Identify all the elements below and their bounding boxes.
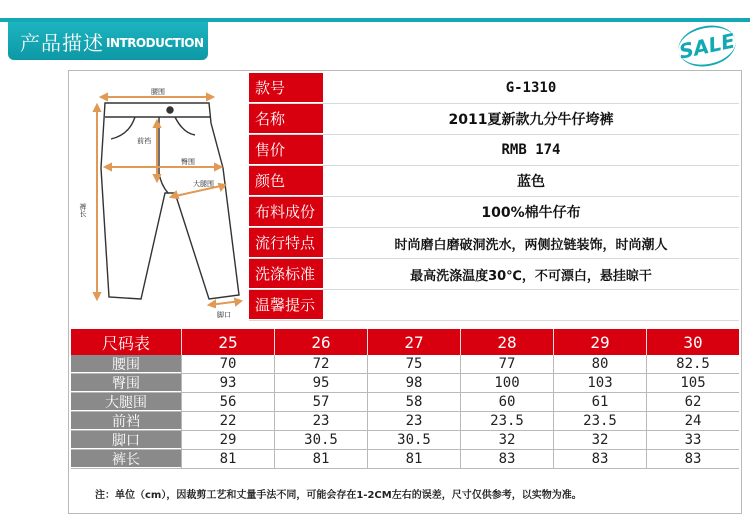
size-cell: 83 (646, 450, 739, 468)
size-header-cell: 25 (181, 329, 274, 355)
size-cell: 83 (553, 450, 646, 468)
size-header-cell: 26 (274, 329, 367, 355)
size-row-label: 腰围 (71, 355, 181, 373)
info-label: 名称 (249, 104, 323, 134)
size-cell: 23 (367, 412, 460, 430)
size-header-cell: 27 (367, 329, 460, 355)
section-title-tab (8, 22, 208, 60)
size-cell: 105 (646, 374, 739, 392)
size-cell: 57 (274, 393, 367, 411)
thigh-label: 大腿围 (193, 180, 214, 188)
size-row-hip (71, 374, 739, 393)
size-cell: 75 (367, 355, 460, 373)
info-value: RMB 174 (501, 142, 561, 158)
size-cell: 23 (274, 412, 367, 430)
size-row-waist (71, 355, 739, 374)
size-row-label: 大腿围 (71, 393, 181, 411)
size-header-cell: 30 (646, 329, 739, 355)
info-value: 蓝色 (517, 174, 545, 190)
size-cell: 80 (553, 355, 646, 373)
size-cell: 81 (181, 450, 274, 468)
size-cell: 32 (553, 431, 646, 449)
size-cell: 81 (367, 450, 460, 468)
size-chart-title: 尺码表 (101, 333, 150, 353)
hip-label: 臀围 (181, 158, 195, 166)
size-cell: 93 (181, 374, 274, 392)
info-label: 款号 (249, 73, 323, 103)
size-chart-table (71, 329, 739, 469)
size-cell: 62 (646, 393, 739, 411)
product-info-table (249, 73, 739, 321)
size-chart-header (71, 329, 739, 355)
info-value (323, 290, 739, 320)
product-spec-panel (68, 70, 742, 514)
size-cell: 61 (553, 393, 646, 411)
size-cell: 58 (367, 393, 460, 411)
pants-illustration (71, 73, 249, 323)
size-cell: 72 (274, 355, 367, 373)
size-row-thigh (71, 393, 739, 412)
front-rise-label: 前裆 (137, 137, 151, 145)
info-row-features (249, 228, 739, 259)
info-label: 流行特点 (249, 228, 323, 258)
size-cell: 22 (181, 412, 274, 430)
size-cell: 81 (274, 450, 367, 468)
size-row-label: 裤长 (71, 450, 181, 468)
info-label: 洗涤标准 (249, 259, 323, 289)
info-value: 最高洗涤温度30℃，不可漂白，悬挂晾干 (410, 268, 652, 284)
size-cell: 70 (181, 355, 274, 373)
measurement-note: 注：单位（cm），因裁剪工艺和丈量手法不同，可能会存在1-2CM左右的误差，尺寸仅供参考，以实物为准。 (95, 489, 582, 501)
size-cell: 30.5 (367, 431, 460, 449)
size-cell: 56 (181, 393, 274, 411)
leg-opening-label: 脚口 (217, 311, 231, 319)
size-cell: 100 (460, 374, 553, 392)
size-row-label: 前裆 (71, 412, 181, 430)
size-cell: 82.5 (646, 355, 739, 373)
size-cell: 23.5 (460, 412, 553, 430)
size-row-label: 臀围 (71, 374, 181, 392)
size-cell: 103 (553, 374, 646, 392)
length-label: 裤长 (79, 203, 87, 217)
size-row-leg-opening (71, 431, 739, 450)
size-cell: 95 (274, 374, 367, 392)
info-row-tips (249, 290, 739, 321)
size-cell: 60 (460, 393, 553, 411)
info-row-washing (249, 259, 739, 290)
size-header-cell: 29 (553, 329, 646, 355)
size-cell: 33 (646, 431, 739, 449)
size-cell: 30.5 (274, 431, 367, 449)
size-row-label: 脚口 (71, 431, 181, 449)
info-row-name (249, 104, 739, 135)
size-cell: 83 (460, 450, 553, 468)
size-row-length (71, 450, 739, 469)
size-cell: 98 (367, 374, 460, 392)
info-label: 颜色 (249, 166, 323, 196)
sale-badge: SALE (674, 20, 739, 71)
info-row-color (249, 166, 739, 197)
size-cell: 32 (460, 431, 553, 449)
size-cell: 77 (460, 355, 553, 373)
info-value: 2011夏新款九分牛仔垮裤 (448, 112, 614, 128)
info-value: 时尚磨白磨破洞洗水，两侧拉链装饰，时尚潮人 (394, 237, 668, 253)
info-row-price (249, 135, 739, 166)
waist-label: 腰围 (151, 88, 165, 96)
info-label: 布料成份 (249, 197, 323, 227)
size-row-front-rise (71, 412, 739, 431)
pants-measurement-diagram (71, 73, 249, 323)
size-cell: 23.5 (553, 412, 646, 430)
info-row-style-number (249, 73, 739, 104)
section-title-en: INTRODUCTION (106, 35, 204, 50)
size-header-cell: 28 (460, 329, 553, 355)
info-label: 温馨提示 (249, 290, 323, 320)
size-cell: 29 (181, 431, 274, 449)
size-cell: 24 (646, 412, 739, 430)
info-row-fabric (249, 197, 739, 228)
section-title-zh: 产品描述 (20, 30, 104, 55)
info-label: 售价 (249, 135, 323, 165)
section-header (0, 10, 750, 64)
info-value: 100%棉牛仔布 (481, 205, 581, 221)
info-value: G-1310 (505, 80, 557, 96)
